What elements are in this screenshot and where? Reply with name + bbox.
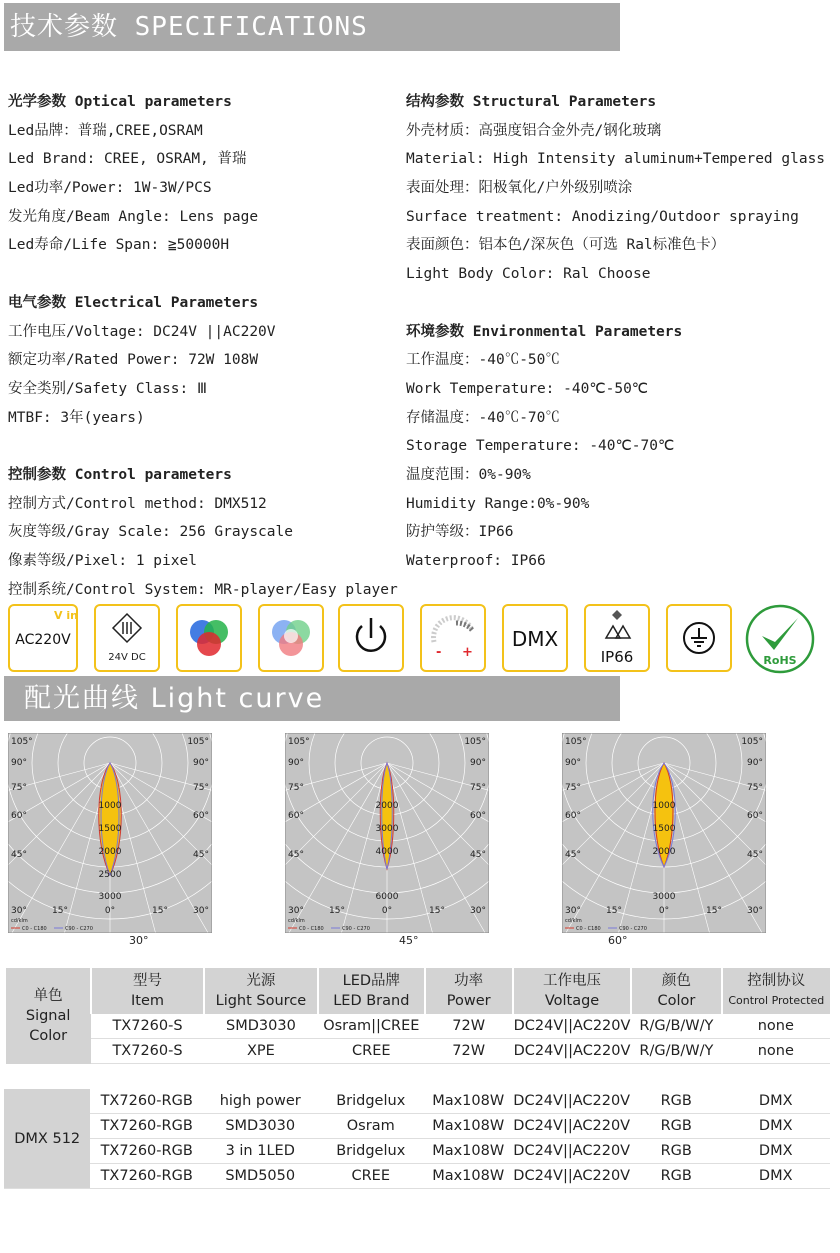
dc-label: 24V DC [108, 652, 146, 663]
angle-label: 15° [329, 906, 345, 916]
angle-label: 45° [747, 850, 763, 860]
units-label: cd/klm [288, 918, 305, 924]
legend-c0: C0 - C180 [299, 926, 324, 932]
class3-24vdc-icon [94, 604, 160, 672]
angle-label: 45° [470, 850, 486, 860]
angle-label: 105° [187, 737, 209, 747]
ip66-icon [584, 604, 650, 672]
angle-label: 75° [565, 783, 581, 793]
spec-line: Work Temperature: -40℃-50℃ [406, 380, 649, 397]
legend-c90: C90 - C270 [342, 926, 370, 932]
spec-line: 灰度等级/Gray Scale: 256 Grayscale [8, 524, 293, 541]
spec-line: 外壳材质：高强度铝合金外壳/钢化玻璃 [406, 122, 662, 139]
angle-label: 15° [606, 906, 622, 916]
intensity-value: 1500 [98, 824, 122, 834]
feature-icon-row [8, 604, 834, 674]
intensity-value: 1000 [652, 801, 676, 811]
ip66-label: IP66 [600, 648, 634, 666]
intensity-value: 2500 [98, 870, 122, 880]
polar-diagram-45 [285, 733, 489, 933]
angle-label: 105° [741, 737, 763, 747]
angle-label: 15° [706, 906, 722, 916]
spec-line: 工作温度：-40℃-50℃ [406, 352, 560, 369]
ac220v-label: AC220V [15, 632, 71, 648]
angle-label: 75° [193, 783, 209, 793]
spec-column-left [8, 88, 398, 604]
rohs-icon [742, 604, 818, 674]
angle-label: 90° [747, 758, 763, 768]
vin-label: V in [54, 609, 76, 622]
control-heading: 控制参数 Control parameters [8, 466, 232, 483]
intensity-value: 2000 [652, 847, 676, 857]
angle-label: 60° [11, 811, 27, 821]
spec-line: 表面颜色：铝本色/深灰色（可选 Ral标准色卡） [406, 237, 726, 254]
spec-line: Led Brand: CREE, OSRAM, 普瑞 [8, 151, 247, 168]
dmx-table [4, 1089, 830, 1189]
light-curve-30 [8, 733, 212, 933]
angle-label: 30° [11, 906, 27, 916]
angle-label: 105° [11, 737, 33, 747]
spec-line: 像素等级/Pixel: 1 pixel [8, 553, 197, 569]
spec-line: Led功率/Power: 1W-3W/PCS [8, 180, 212, 197]
header-light-source: 光源 Light Source [204, 968, 318, 1014]
ground-icon [666, 604, 732, 672]
spec-line: Storage Temperature: -40℃-70℃ [406, 438, 675, 455]
angle-label: 105° [565, 737, 587, 747]
spec-line: 发光角度/Beam Angle: Lens page [8, 208, 259, 225]
curve-caption-30: 30° [129, 934, 149, 947]
spec-line: Humidity Range:0%-90% [406, 495, 590, 512]
units-label: cd/klm [565, 918, 582, 924]
specifications-title-bar [4, 3, 620, 51]
spec-line: 控制系统/Control System: MR-player/Easy player [8, 581, 398, 598]
light-curve-title: 配光曲线 Light curve [24, 683, 325, 714]
intensity-value: 3000 [98, 892, 122, 902]
structural-heading: 结构参数 Structural Parameters [406, 94, 657, 110]
table-row: TX7260-RGB SMD3030 Osram Max108W DC24V||AC220V RGB DMX [4, 1114, 830, 1139]
angle-label: 75° [470, 783, 486, 793]
header-led-brand: LED品牌 LED Brand [318, 968, 424, 1014]
angle-label: 30° [470, 906, 486, 916]
angle-label: 90° [11, 758, 27, 768]
angle-label: 60° [747, 811, 763, 821]
curve-caption-60: 60° [608, 934, 628, 947]
angle-label: 0° [381, 906, 393, 916]
curve-caption-45: 45° [399, 934, 419, 947]
spec-line: Light Body Color: Ral Choose [406, 266, 651, 283]
angle-label: 15° [52, 906, 68, 916]
light-curve-45 [285, 733, 489, 933]
intensity-value: 2000 [375, 801, 399, 811]
intensity-value: 4000 [375, 847, 399, 857]
angle-label: 90° [193, 758, 209, 768]
dimmer-plus: + [462, 645, 473, 660]
spec-line: 温度范围：0%-90% [406, 466, 531, 483]
angle-label: 90° [470, 758, 486, 768]
light-curve-60 [562, 733, 766, 933]
signal-row-label: 单色 Signal Color [5, 968, 91, 1064]
rohs-label: RoHS [763, 654, 797, 667]
light-curve-title-bar [4, 676, 620, 721]
intensity-value: 6000 [375, 892, 399, 902]
angle-label: 30° [288, 906, 304, 916]
intensity-value: 3000 [652, 892, 676, 902]
angle-label: 30° [565, 906, 581, 916]
table-row: TX7260-S SMD3030 Osram||CREE 72W DC24V||AC220V R/G/B/W/Y none [5, 1014, 830, 1039]
legend-c0: C0 - C180 [22, 926, 47, 932]
angle-label: 90° [565, 758, 581, 768]
angle-label: 0° [104, 906, 116, 916]
spec-line: Led品牌：普瑞,CREE,OSRAM [8, 122, 203, 139]
spec-line: 防护等级：IP66 [406, 524, 514, 541]
angle-label: 45° [11, 850, 27, 860]
specifications-title: 技术参数 SPECIFICATIONS [10, 12, 368, 42]
angle-label: 45° [193, 850, 209, 860]
angle-label: 105° [464, 737, 486, 747]
spec-line: Led寿命/Life Span: ≧50000H [8, 237, 230, 254]
power-icon [338, 604, 404, 672]
legend-c90: C90 - C270 [619, 926, 647, 932]
spec-line: Surface treatment: Anodizing/Outdoor spraying [406, 208, 799, 225]
spec-line: 工作电压/Voltage: DC24V ||AC220V [8, 323, 276, 340]
angle-label: 60° [193, 811, 209, 821]
spec-line: 额定功率/Rated Power: 72W 108W [8, 352, 259, 369]
signal-color-table [4, 968, 830, 1064]
spec-line: Waterproof: IP66 [406, 553, 546, 569]
ac220v-icon [8, 604, 78, 672]
optical-heading: 光学参数 Optical parameters [8, 94, 232, 110]
spec-line: MTBF: 3年(years) [8, 409, 145, 426]
angle-label: 105° [288, 737, 310, 747]
intensity-value: 3000 [375, 824, 399, 834]
intensity-value: 2000 [98, 847, 122, 857]
table-row: TX7260-RGB 3 in 1LED Bridgelux Max108W DC24V||AC220V RGB DMX [4, 1139, 830, 1164]
angle-label: 15° [429, 906, 445, 916]
spec-line: Material: High Intensity aluminum+Tempered glass [406, 151, 826, 168]
angle-label: 30° [747, 906, 763, 916]
angle-label: 60° [565, 811, 581, 821]
spec-column-right [406, 88, 836, 576]
intensity-value: 1000 [98, 801, 122, 811]
polar-diagram-30 [8, 733, 212, 933]
polar-diagram-60 [562, 733, 766, 933]
angle-label: 90° [288, 758, 304, 768]
rgbw-color-icon [258, 604, 324, 672]
legend-c90: C90 - C270 [65, 926, 93, 932]
units-label: cd/klm [11, 918, 28, 924]
dmx-icon [502, 604, 568, 672]
rgb-color-icon [176, 604, 242, 672]
dmx-label: DMX [511, 627, 559, 651]
table-row: DMX 512 TX7260-RGB high power Bridgelux Max108W DC24V||AC220V RGB DMX [4, 1089, 830, 1114]
dimmer-minus: - [436, 645, 442, 660]
electrical-heading: 电气参数 Electrical Parameters [8, 294, 259, 311]
table-row: TX7260-RGB SMD5050 CREE Max108W DC24V||AC220V RGB DMX [4, 1164, 830, 1189]
angle-label: 75° [747, 783, 763, 793]
angle-label: 0° [658, 906, 670, 916]
header-control-protocol: 控制协议 Control Protected [722, 968, 830, 1014]
angle-label: 15° [152, 906, 168, 916]
angle-label: 75° [288, 783, 304, 793]
dmx-row-label: DMX 512 [4, 1089, 90, 1189]
angle-label: 45° [288, 850, 304, 860]
table-row: TX7260-S XPE CREE 72W DC24V||AC220V R/G/B/W/Y none [5, 1039, 830, 1064]
angle-label: 60° [288, 811, 304, 821]
header-item: 型号 Item [91, 968, 203, 1014]
angle-label: 75° [11, 783, 27, 793]
spec-line: 控制方式/Control method: DMX512 [8, 495, 267, 512]
spec-line: 安全类别/Safety Class: Ⅲ [8, 380, 207, 397]
legend-c0: C0 - C180 [576, 926, 601, 932]
dimmer-icon [420, 604, 486, 672]
angle-label: 60° [470, 811, 486, 821]
header-color: 颜色 Color [631, 968, 721, 1014]
angle-label: 30° [193, 906, 209, 916]
header-power: 功率 Power [425, 968, 513, 1014]
intensity-value: 1500 [652, 824, 676, 834]
spec-line: 表面处理：阳极氧化/户外级别喷涂 [406, 180, 633, 197]
angle-label: 45° [565, 850, 581, 860]
header-voltage: 工作电压 Voltage [513, 968, 631, 1014]
environmental-heading: 环境参数 Environmental Parameters [406, 323, 683, 340]
spec-line: 存储温度：-40℃-70℃ [406, 409, 560, 426]
